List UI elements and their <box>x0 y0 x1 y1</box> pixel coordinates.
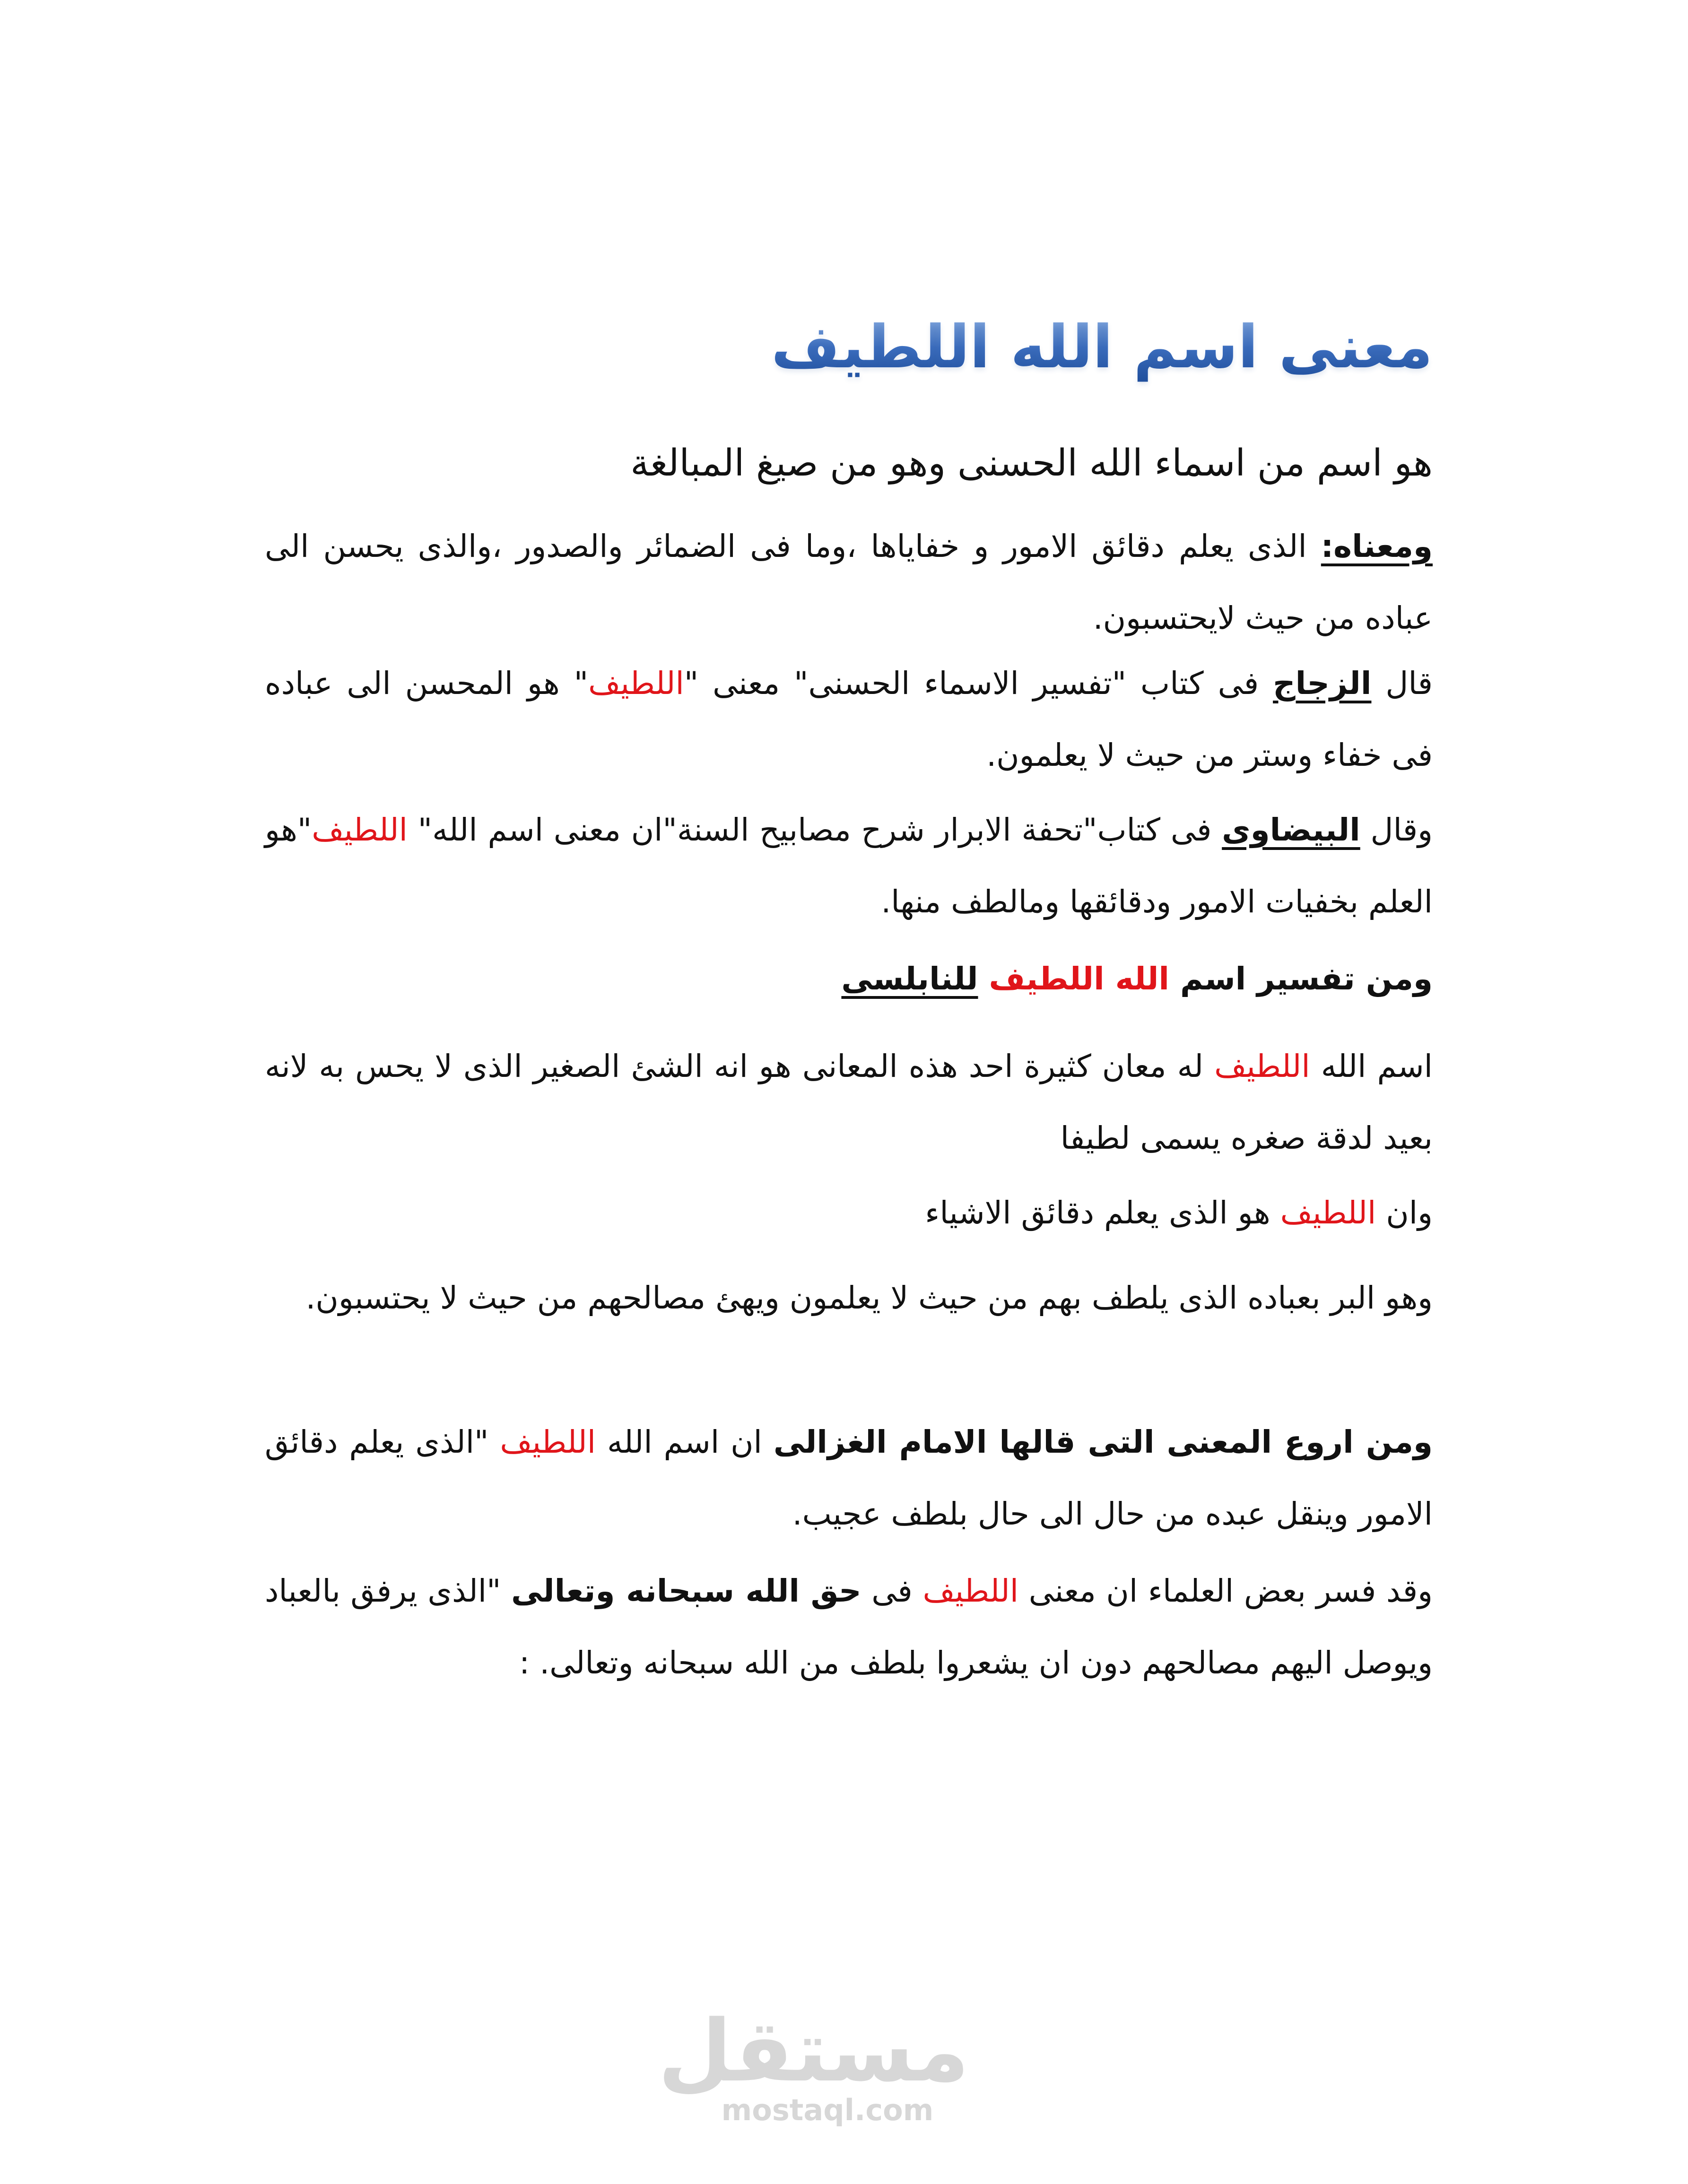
baydawi-name: البيضاوى <box>1222 812 1360 848</box>
zajjaj-text-3: " هو المحسن الى عباده فى خفاء وستر من حيث لا يعلمون. <box>265 665 1433 773</box>
baydawi-text-2: فى كتاب"تحفة الابرار شرح مصابيح السنة"ان معنى اسم الله" <box>407 812 1222 848</box>
nabulsi-paragraph-3: وهو البر بعباده الذى يلطف بهم من حيث لا يعلمون ويهئ مصالحهم من حيث لا يحتسبون. <box>305 1280 1433 1316</box>
watermark-latin: mostaql.com <box>721 2093 934 2127</box>
page-title: معنى اسم الله اللطيف <box>771 312 1433 383</box>
keyword-latif: اللطيف <box>922 1573 1019 1609</box>
keyword-latif: اللطيف <box>500 1424 596 1460</box>
watermark-arabic: مستقل <box>658 2002 969 2101</box>
zajjaj-name: الزجاج <box>1273 665 1372 702</box>
keyword-latif: اللطيف <box>312 812 408 848</box>
nabulsi-paragraph-1 <box>265 1031 1433 1174</box>
nabulsi-heading <box>265 943 1433 1015</box>
meaning-label: ومعناه: <box>1321 528 1433 564</box>
scholars-text-2: فى <box>861 1573 923 1609</box>
ghazali-text-1: ان اسم الله <box>596 1424 774 1460</box>
meaning-paragraph <box>265 511 1433 654</box>
nabulsi-text-4: هو الذى يعلم دقائق الاشياء <box>925 1195 1280 1231</box>
scholars-bold: حق الله سبحانه وتعالى <box>511 1573 861 1609</box>
zajjaj-text-2: فى كتاب "تفسير الاسماء الحسنى" معنى " <box>684 665 1273 702</box>
baydawi-text-3: "هو العلم بخفيات الامور ودقائقها ومالطف منها. <box>265 812 1433 920</box>
keyword-latif: اللطيف <box>588 665 684 702</box>
zajjaj-text-1: قال <box>1371 665 1433 702</box>
nabulsi-text-2: له معان كثيرة احد هذه المعانى هو انه الشئ الصغير الذى لا يحس به لانه بعيد لدقة صغره يسمى لطيفا <box>265 1048 1433 1156</box>
keyword-latif: اللطيف <box>1214 1048 1310 1084</box>
nabulsi-text-3: وان <box>1376 1195 1433 1231</box>
intro-paragraph: هو اسم من اسماء الله الحسنى وهو من صيغ المبالغة <box>630 442 1433 485</box>
scholars-text-1: وقد فسر بعض العلماء ان معنى <box>1018 1573 1433 1609</box>
scholars-paragraph <box>265 1555 1433 1699</box>
ghazali-lead: ومن اروع المعنى التى قالها الامام الغزالى <box>773 1424 1433 1460</box>
nabulsi-name: للنابلسى <box>841 961 978 997</box>
keyword-allah-latif: الله اللطيف <box>989 961 1170 997</box>
ghazali-paragraph <box>265 1406 1433 1550</box>
nabulsi-paragraph-2 <box>265 1177 1433 1249</box>
nabulsi-text-1: اسم الله <box>1310 1048 1433 1084</box>
document-page <box>265 0 1433 2184</box>
zajjaj-paragraph <box>265 648 1433 791</box>
keyword-latif: اللطيف <box>1280 1195 1376 1231</box>
scholars-text-3: "الذى يرفق بالعباد ويوصل اليهم مصالحهم دون ان يشعروا بلطف من الله سبحانه وتعالى. : <box>265 1573 1433 1681</box>
mostaql-watermark <box>658 2002 969 2127</box>
nabulsi-heading-space <box>978 961 989 997</box>
meaning-text: الذى يعلم دقائق الامور و خفاياها ،وما فى الضمائر والصدور ،والذى يحسن الى عباده من حيث لايحتسبون. <box>265 528 1433 636</box>
ghazali-text-2: "الذى يعلم دقائق الامور وينقل عبده من حال الى حال بلطف عجيب. <box>265 1424 1433 1532</box>
baydawi-text-1: وقال <box>1360 812 1433 848</box>
nabulsi-heading-text: ومن تفسير اسم <box>1169 961 1433 997</box>
baydawi-paragraph <box>265 794 1433 938</box>
